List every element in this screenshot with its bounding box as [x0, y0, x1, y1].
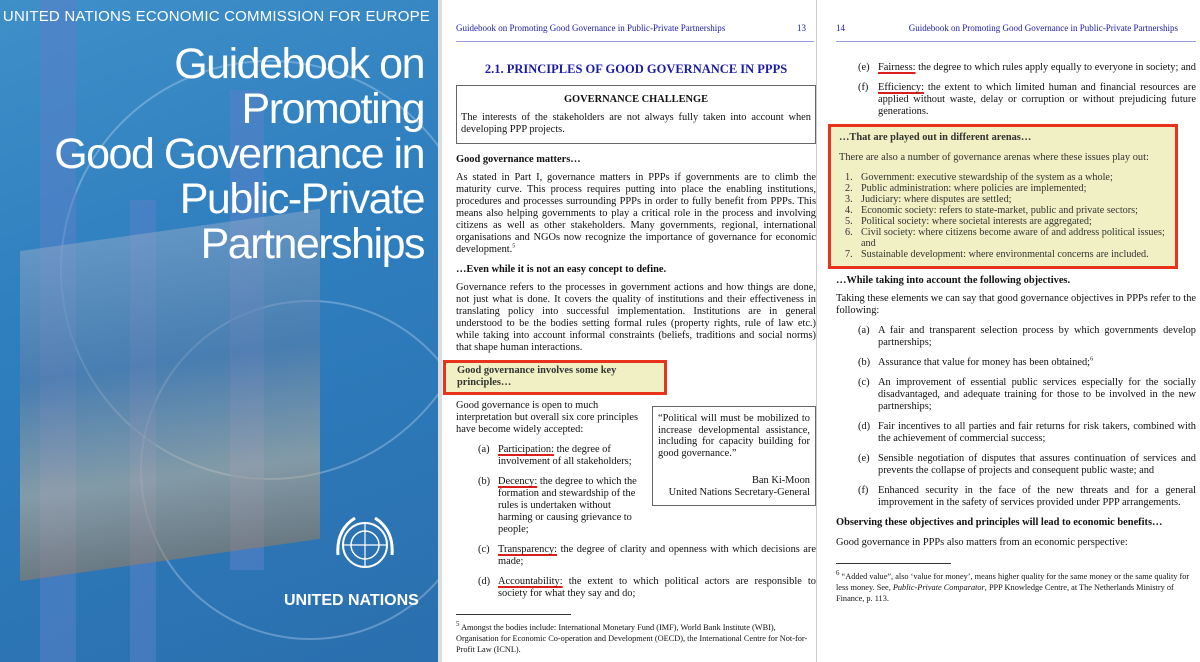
objective-item — [858, 421, 1196, 445]
box-heading: …That are played out in different arenas… — [839, 132, 1032, 143]
paragraph: Taking these elements we can say that good governance objectives in PPPs refer to the following: — [836, 293, 1196, 316]
principle-term: Decency: — [498, 476, 538, 487]
cover-title-line: Good Governance in — [54, 130, 424, 178]
arena-item — [839, 194, 1167, 205]
header-rule — [836, 41, 1196, 42]
arena-item — [839, 183, 1167, 194]
item-label: (a) — [858, 325, 870, 336]
arena-number: 5. — [845, 216, 853, 227]
cover-title-line: Public-Private — [179, 175, 424, 223]
heading: …Even while it is not an easy concept to define. — [456, 264, 667, 275]
paragraph — [456, 172, 816, 256]
item-label: (f) — [858, 82, 869, 93]
quote-text: “Political will must be mobilized to increase developmental assistance, including for capacity building for good governance.” — [658, 413, 810, 459]
footnote-ref[interactable]: 5 — [512, 243, 516, 250]
principle-text: the degree to which rules apply equally to everyone in society; and — [915, 62, 1196, 73]
objective-item — [858, 377, 1196, 413]
page-13 — [442, 0, 817, 662]
cover-title-line: Guidebook on Promoting — [174, 40, 424, 133]
highlighted-heading: Good governance involves some key principles… — [457, 365, 617, 388]
quote-box — [652, 406, 816, 506]
principle-item — [858, 82, 1196, 118]
principle-term: Transparency: — [498, 544, 558, 555]
principle-item — [478, 544, 816, 568]
arena-number: 4. — [845, 205, 853, 216]
quote-role: United Nations Secretary-General — [668, 487, 810, 498]
page-number: 13 — [797, 23, 806, 33]
footnote-rule — [456, 614, 571, 615]
footnote-text: Amongst the bodies include: International Monetary Fund (IMF), World Bank Institute (WBI), Organisation for Economic Co-operation and Development (OECD), the International Centre for Not-for-Profit Law (ICNL). — [456, 622, 808, 654]
principle-term: Accountability: — [498, 576, 563, 587]
footnote-number: 5 — [456, 621, 460, 628]
item-label: (c) — [858, 377, 870, 388]
page-14 — [818, 0, 1200, 662]
cover-publisher: UNITED NATIONS — [284, 592, 419, 609]
principle-item — [478, 476, 644, 536]
arena-number: 7. — [845, 249, 853, 260]
objective-item — [858, 453, 1196, 477]
book-cover — [0, 0, 438, 662]
arena-text: Judiciary: where disputes are settled; — [861, 194, 1012, 205]
arena-text: Civil society: where citizens become aware of and address political issues; and — [861, 227, 1165, 249]
item-label: (b) — [478, 476, 491, 487]
box-intro: There are also a number of governance arenas where these issues play out: — [839, 152, 1149, 163]
item-label: (b) — [858, 357, 871, 368]
arena-item — [839, 216, 1167, 227]
highlight-box — [443, 360, 667, 395]
item-label: (d) — [858, 421, 871, 432]
footnote — [456, 619, 816, 655]
box-text: The interests of the stakeholders are not always fully taken into account when developing PPP projects. — [461, 112, 811, 135]
objective-text: Enhanced security in the face of the new threats and for a general improvement in the safety of services provided under PPP arrangements. — [878, 485, 1196, 508]
principles-with-quote — [456, 400, 816, 536]
arena-item — [839, 227, 1167, 249]
item-label: (c) — [478, 544, 490, 555]
objective-item — [858, 485, 1196, 509]
heading: Observing these objectives and principles will lead to economic benefits… — [836, 517, 1163, 528]
footnote-text: , PPP Knowledge Centre, at The Netherlands Ministry of Finance, p. 113. — [836, 582, 1174, 603]
page-number: 14 — [836, 23, 845, 33]
governance-challenge-box — [456, 85, 816, 144]
arena-text: Government: executive stewardship of the system as a whole; — [861, 172, 1113, 183]
objective-text: Sensible negotiation of disputes that assures continuation of services and prevents the collapse of projects and consequent public waste; and — [878, 453, 1196, 476]
item-label: (d) — [478, 576, 491, 587]
item-label: (e) — [858, 453, 870, 464]
principle-term: Participation: — [498, 444, 554, 455]
footnote-ref[interactable]: 6 — [1090, 356, 1094, 363]
arena-item — [839, 205, 1167, 216]
objective-item — [858, 357, 1196, 369]
principle-term: Fairness: — [878, 62, 916, 73]
box-title: GOVERNANCE CHALLENGE — [563, 94, 709, 105]
footnote-rule — [836, 563, 951, 564]
arena-number: 6. — [845, 227, 853, 238]
objective-text: Assurance that value for money has been obtained; — [878, 357, 1091, 368]
footnote-title: Public-Private Comparator — [892, 582, 985, 592]
cover-title-line: Partnerships — [200, 220, 424, 268]
principles-column — [456, 400, 644, 536]
objective-text: An improvement of essential public services especially for the socially disadvantaged, and adequate training for those to be involved in the new partnerships; — [878, 377, 1196, 412]
principle-text: the extent to which limited human and financial resources are applied without waste, delay or corruption or without prejudicing future generations. — [878, 82, 1196, 117]
principle-item — [478, 444, 644, 468]
cover-title — [0, 42, 424, 267]
paragraph: Good governance is open to much interpretation but overall six core principles have become widely accepted: — [456, 400, 639, 435]
header-rule — [456, 41, 814, 42]
principle-text: the degree of clarity and openness with which decisions are made; — [498, 544, 816, 567]
arena-item — [839, 172, 1167, 183]
footnote-number: 6 — [836, 570, 840, 577]
arena-text: Sustainable development: where environmental concerns are included. — [861, 249, 1149, 260]
principle-item — [858, 62, 1196, 74]
objective-item — [858, 325, 1196, 349]
quote-author: Ban Ki-Moon — [751, 475, 810, 486]
item-label: (a) — [478, 444, 490, 455]
un-emblem-icon — [330, 510, 400, 580]
heading: …While taking into account the following objectives. — [836, 275, 1071, 286]
cover-organization: UNITED NATIONS ECONOMIC COMMISSION FOR EUROPE — [2, 8, 430, 25]
arena-text: Public administration: where policies are implemented; — [861, 183, 1087, 194]
arena-number: 2. — [845, 183, 853, 194]
arenas-list — [839, 172, 1167, 260]
arena-number: 3. — [845, 194, 853, 205]
heading: Good governance matters… — [456, 154, 581, 165]
item-label: (e) — [858, 62, 870, 73]
paragraph: Governance refers to the processes in government actions and how things are done, not just what is done. It covers the quality of institutions and their effectiveness in translating policy into successful implementation. Institutions are in general understood to be the bodies setting formal rules (property rights, rule of law etc.) while taking into account informal constraints (beliefs, traditions and social norms) that shape human interactions. — [456, 282, 816, 353]
running-head: Guidebook on Promoting Good Governance in Public-Private Partnerships — [456, 23, 726, 33]
principle-text: the extent to which political actors are responsible to society for what they say and do; — [498, 576, 816, 599]
paragraph: Good governance in PPPs also matters from an economic perspective: — [836, 537, 1128, 548]
principle-text: the degree of involvement of all stakeholders; — [498, 444, 632, 467]
principle-text: the degree to which the formation and stewardship of the rules is undertaken without harming or causing grievance to people; — [498, 476, 637, 535]
objective-text: A fair and transparent selection process by which governments develop partnerships; — [878, 325, 1196, 348]
page-14-body — [836, 62, 1196, 604]
principle-term: Efficiency: — [878, 82, 924, 93]
paragraph-text: As stated in Part I, governance matters in PPPs if governments are to climb the maturity curve. This process requires putting into place the enabling institutions, procedures and processes surrounding PPPs in order to fully benefit from PPPs. This means also helping governments to play a critical role in the process and involving citizens as well as other stakeholders. Many governments, regional, international organisations and NGOs now recognize the importance of governance for economic development. — [456, 172, 816, 255]
section-title: 2.1. PRINCIPLES OF GOOD GOVERNANCE IN PPPS — [484, 62, 788, 76]
page-13-body — [456, 62, 816, 655]
arena-item — [839, 249, 1167, 260]
objective-text: Fair incentives to all parties and fair returns for risk takers, combined with the achievement of commercial success; — [878, 421, 1196, 444]
item-label: (f) — [858, 485, 869, 496]
arena-text: Political society: where societal interests are aggregated; — [861, 216, 1092, 227]
footnote-text: “Added value”, also ‘value for money’, means higher quality for the same money or the same quality for less money. See, — [836, 571, 1190, 592]
footnote — [836, 568, 1196, 604]
arenas-highlight-box — [828, 124, 1178, 269]
principle-item — [478, 576, 816, 600]
running-head: Guidebook on Promoting Good Governance in Public-Private Partnerships — [908, 23, 1178, 33]
arena-number: 1. — [845, 172, 853, 183]
arena-text: Economic society: refers to state-market, public and private sectors; — [861, 205, 1138, 216]
